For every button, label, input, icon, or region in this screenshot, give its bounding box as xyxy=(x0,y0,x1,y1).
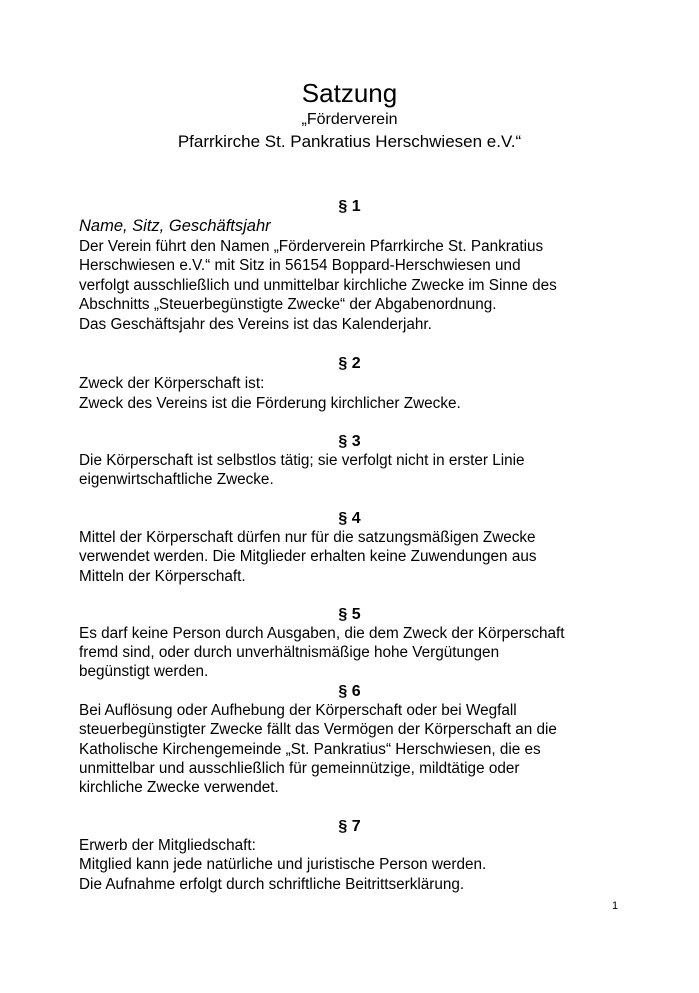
document-subtitle-line-2: Pfarrkirche St. Pankratius Herschwiesen e.V.“ xyxy=(177,132,522,151)
section-5-line: begünstigt werden. xyxy=(79,663,209,680)
section-1-line: Der Verein führt den Namen „Förderverein Pfarrkirche St. Pankratius xyxy=(79,238,544,255)
section-2-line: Zweck der Körperschaft ist: xyxy=(79,375,265,392)
section-5-heading: § 5 xyxy=(338,606,361,623)
section-7-line: Erwerb der Mitgliedschaft: xyxy=(79,837,256,854)
section-4-line: Mitteln der Körperschaft. xyxy=(79,568,246,585)
document-title: Satzung xyxy=(301,78,398,108)
section-7-line: Die Aufnahme erfolgt durch schriftliche Beitrittserklärung. xyxy=(79,876,465,893)
section-7-line: Mitglied kann jede natürliche und juristische Person werden. xyxy=(79,856,487,873)
section-5-line: fremd sind, oder durch unverhältnismäßige hohe Vergütungen xyxy=(79,644,500,661)
section-3-line: eigenwirtschaftliche Zwecke. xyxy=(79,471,274,488)
section-5-line: Es darf keine Person durch Ausgaben, die dem Zweck der Körperschaft xyxy=(79,625,565,642)
section-2-heading: § 2 xyxy=(338,355,361,372)
section-4-heading: § 4 xyxy=(338,510,361,527)
section-1-line: verfolgt ausschließlich und unmittelbar kirchliche Zwecke im Sinne des xyxy=(79,277,557,294)
section-7-heading: § 7 xyxy=(338,818,361,835)
section-6-line: Bei Auflösung oder Aufhebung der Körperschaft oder bei Wegfall xyxy=(79,702,517,719)
section-4-line: verwendet werden. Die Mitglieder erhalten keine Zuwendungen aus xyxy=(79,548,537,565)
section-1-line: Abschnitts „Steuerbegünstigte Zwecke“ der Abgabenordnung. xyxy=(79,296,497,313)
section-6-line: steuerbegünstigter Zwecke fällt das Vermögen der Körperschaft an die xyxy=(79,721,557,738)
section-1-line: Das Geschäftsjahr des Vereins ist das Kalenderjahr. xyxy=(79,316,432,333)
section-1-heading: § 1 xyxy=(338,198,361,215)
section-6-line: unmittelbar und ausschließlich für gemeinnützige, mildtätige oder xyxy=(79,760,520,777)
page-number: 1 xyxy=(612,900,619,912)
document-subtitle-line-1: „Förderverein xyxy=(301,111,398,128)
section-2-line: Zweck des Vereins ist die Förderung kirchlicher Zwecke. xyxy=(79,395,461,412)
section-6-heading: § 6 xyxy=(338,683,361,700)
section-1-line: Herschwiesen e.V.“ mit Sitz in 56154 Boppard-Herschwiesen und xyxy=(79,257,521,274)
section-6-line: kirchliche Zwecke verwendet. xyxy=(79,779,279,796)
section-4-line: Mittel der Körperschaft dürfen nur für die satzungsmäßigen Zwecke xyxy=(79,529,536,546)
section-3-heading: § 3 xyxy=(338,433,361,450)
section-1-subheading: Name, Sitz, Geschäftsjahr xyxy=(79,217,271,235)
section-6-line: Katholische Kirchengemeinde „St. Pankratius“ Herschwiesen, die es xyxy=(79,741,541,758)
section-3-line: Die Körperschaft ist selbstlos tätig; sie verfolgt nicht in erster Linie xyxy=(79,452,525,469)
